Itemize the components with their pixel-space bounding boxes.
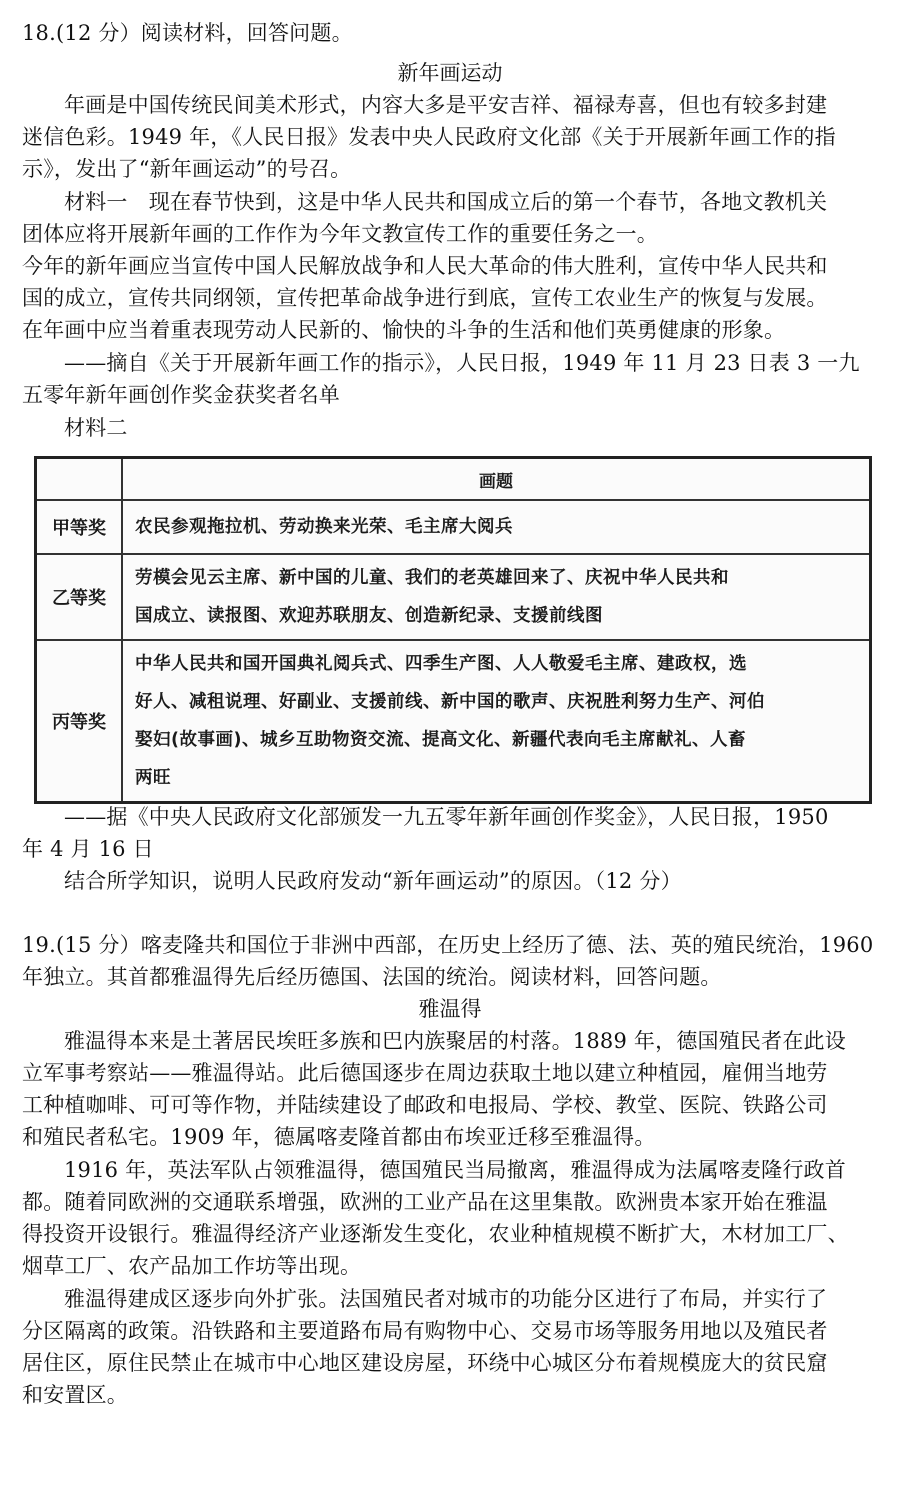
q19-para3-line: 和安置区。 bbox=[22, 1383, 128, 1407]
q19-header-line: 19.(15 分）喀麦隆共和国位于非洲中西部，在历史上经历了德、法、英的殖民统治，1960 bbox=[22, 933, 874, 957]
prize-titles-line: 劳模会见云主席、新中国的儿童、我们的老英雄回来了、庆祝中华人民共和 bbox=[135, 568, 729, 588]
q19-para3-line: 雅温得建成区逐步向外扩张。法国殖民者对城市的功能分区进行了布局，并实行了 bbox=[64, 1287, 828, 1311]
q18-intro-line: 示》，发出了“新年画运动”的号召。 bbox=[22, 157, 352, 181]
table-header-row bbox=[36, 458, 871, 501]
q18-material2-label: 材料二 bbox=[64, 416, 128, 440]
prize-winners-table bbox=[34, 456, 872, 804]
q19-para2-line: 都。随着同欧洲的交通联系增强，欧洲的工业产品在这里集散。欧洲贵本家开始在雅温 bbox=[22, 1190, 828, 1214]
prize-titles-line: 两旺 bbox=[135, 768, 171, 788]
q18-material1-line: 国的成立，宣传共同纲领，宣传把革命战争进行到底，宣传工农业生产的恢复与发展。 bbox=[22, 286, 828, 310]
table-row bbox=[36, 500, 871, 554]
q19-title: 雅温得 bbox=[418, 997, 482, 1021]
q19-para3-line: 分区隔离的政策。沿铁路和主要道路布局有购物中心、交易市场等服务用地以及殖民者 bbox=[22, 1319, 828, 1343]
prize-titles-cell bbox=[122, 500, 871, 554]
q19-para1-line: 立军事考察站——雅温得站。此后德国逐步在周边获取土地以建立种植园，雇佣当地劳 bbox=[22, 1061, 828, 1085]
q18-material1-line: 材料一 现在春节快到，这是中华人民共和国成立后的第一个春节，各地文教机关 bbox=[64, 190, 828, 214]
prize-titles-line: 好人、减租说理、好副业、支援前线、新中国的歌声、庆祝胜利努力生产、河伯 bbox=[135, 692, 765, 712]
q18-source2-line: ——据《中央人民政府文化部颁发一九五零年新年画创作奖金》，人民日报，1950 bbox=[64, 805, 829, 829]
prize-level-cell: 乙等奖 bbox=[36, 554, 123, 640]
q19-para3-line: 居住区，原住民禁止在城市中心地区建设房屋，环绕中心城区分布着规模庞大的贫民窟 bbox=[22, 1351, 828, 1375]
q19-para1-line: 工种植咖啡、可可等作物，并陆续建设了邮政和电报局、学校、教堂、医院、铁路公司 bbox=[22, 1093, 828, 1117]
prize-level-cell: 甲等奖 bbox=[36, 500, 123, 554]
q18-material1-line: 团体应将开展新年画的工作作为今年文教宣传工作的重要任务之一。 bbox=[22, 222, 658, 246]
prize-titles-line: 农民参观拖拉机、劳动换来光荣、毛主席大阅兵 bbox=[135, 517, 513, 537]
q18-material1-line: 今年的新年画应当宣传中国人民解放战争和人民大革命的伟大胜利，宣传中华人民共和 bbox=[22, 254, 828, 278]
table-corner-cell bbox=[36, 458, 123, 501]
table-row bbox=[36, 554, 871, 640]
q19-para2-line: 烟草工厂、农产品加工作坊等出现。 bbox=[22, 1254, 362, 1278]
q18-question: 结合所学知识，说明人民政府发动“新年画运动”的原因。（12 分） bbox=[64, 869, 682, 893]
prize-titles-cell bbox=[122, 554, 871, 640]
table-row bbox=[36, 640, 871, 803]
table-header-title: 画题 bbox=[122, 458, 871, 501]
q19-para1-line: 雅温得本来是土著居民埃旺多族和巴内族聚居的村落。1889 年，德国殖民者在此设 bbox=[64, 1029, 846, 1053]
prize-titles-line: 中华人民共和国开国典礼阅兵式、四季生产图、人人敬爱毛主席、建政权，选 bbox=[135, 654, 747, 674]
prize-titles-line: 娶妇(故事画)、城乡互助物资交流、提高文化、新疆代表向毛主席献礼、人畜 bbox=[135, 730, 746, 750]
q18-material1-line: 在年画中应当着重表现劳动人民新的、愉快的斗争的生活和他们英勇健康的形象。 bbox=[22, 318, 786, 342]
q18-intro-line: 迷信色彩。1949 年，《人民日报》发表中央人民政府文化部《关于开展新年画工作的指 bbox=[22, 125, 836, 149]
q18-intro-line: 年画是中国传统民间美术形式，内容大多是平安吉祥、福禄寿喜，但也有较多封建 bbox=[64, 93, 828, 117]
prize-titles-line: 国成立、读报图、欢迎苏联朋友、创造新纪录、支援前线图 bbox=[135, 606, 603, 626]
q19-para2-line: 得投资开设银行。雅温得经济产业逐渐发生变化，农业种植规模不断扩大，木材加工厂、 bbox=[22, 1222, 849, 1246]
q18-source1-line: ——摘自《关于开展新年画工作的指示》，人民日报，1949 年 11 月 23 日表 3 一九 bbox=[64, 351, 860, 375]
q18-source2-line: 年 4 月 16 日 bbox=[22, 837, 154, 861]
prize-level-cell: 丙等奖 bbox=[36, 640, 123, 803]
q18-source1-line: 五零年新年画创作奖金获奖者名单 bbox=[22, 383, 340, 407]
q19-para2-line: 1916 年，英法军队占领雅温得，德国殖民当局撤离，雅温得成为法属喀麦隆行政首 bbox=[64, 1158, 846, 1182]
q19-para1-line: 和殖民者私宅。1909 年，德属喀麦隆首都由布埃亚迁移至雅温得。 bbox=[22, 1125, 656, 1149]
q19-header-line: 年独立。其首都雅温得先后经历德国、法国的统治。阅读材料，回答问题。 bbox=[22, 965, 722, 989]
prize-titles-cell bbox=[122, 640, 871, 803]
q18-header: 18.(12 分）阅读材料，回答问题。 bbox=[22, 21, 353, 45]
q18-title: 新年画运动 bbox=[397, 61, 503, 85]
